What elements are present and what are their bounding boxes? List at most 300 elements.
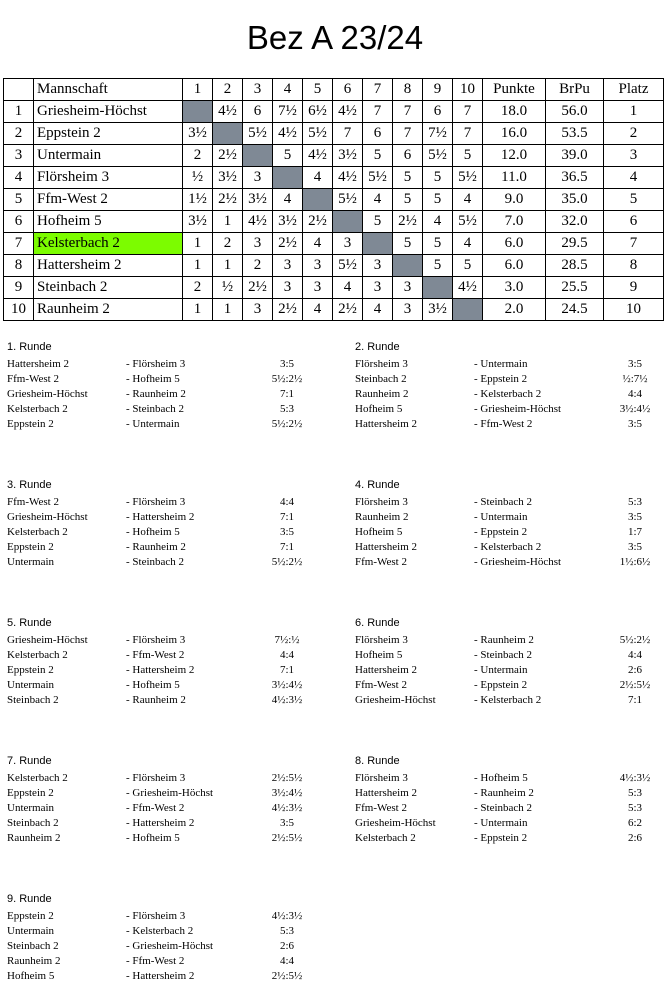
match-result: 3½:4½ <box>619 403 651 415</box>
home-team: Eppstein 2 <box>7 787 54 799</box>
board-points-cell: 28.5 <box>546 255 604 277</box>
match-result: 3:5 <box>627 418 643 430</box>
pairing-row <box>7 525 342 540</box>
points-cell: 18.0 <box>483 101 546 123</box>
home-team: Ffm-West 2 <box>355 802 407 814</box>
match-result: 3½:4½ <box>271 787 303 799</box>
result-cell: 4½ <box>333 167 363 189</box>
column-header: 9 <box>423 79 453 101</box>
result-cell: 4½ <box>213 101 243 123</box>
round-title: 7. Runde <box>7 755 52 767</box>
home-team: Hattersheim 2 <box>355 787 418 799</box>
round-title: 6. Runde <box>355 617 400 629</box>
away-team: - Untermain <box>474 511 528 523</box>
away-team: - Hofheim 5 <box>474 772 528 784</box>
result-cell: 7 <box>363 101 393 123</box>
result-cell: 4½ <box>303 145 333 167</box>
place-cell: 8 <box>604 255 664 277</box>
self-match-cell <box>183 101 213 123</box>
pairing-row <box>355 831 670 846</box>
column-header <box>4 79 34 101</box>
match-result: 5½:2½ <box>271 373 303 385</box>
home-team: Untermain <box>7 802 55 814</box>
result-cell: 2 <box>183 277 213 299</box>
round-title: 3. Runde <box>7 479 52 491</box>
round-block <box>7 892 342 984</box>
column-header: 1 <box>183 79 213 101</box>
result-cell: 1 <box>213 299 243 321</box>
result-cell: 3½ <box>273 211 303 233</box>
pairing-row <box>355 372 670 387</box>
result-cell: 4½ <box>453 277 483 299</box>
match-result: 4:4 <box>279 649 295 661</box>
result-cell: 5 <box>423 233 453 255</box>
away-team: - Untermain <box>474 664 528 676</box>
home-team: Hofheim 5 <box>355 526 403 538</box>
points-cell: 11.0 <box>483 167 546 189</box>
match-result: 3:5 <box>627 358 643 370</box>
self-match-cell <box>333 211 363 233</box>
pairing-row <box>355 495 670 510</box>
result-cell: 5½ <box>423 145 453 167</box>
home-team: Griesheim-Höchst <box>7 511 88 523</box>
page-title: Bez A 23/24 <box>246 19 424 56</box>
away-team: - Flörsheim 3 <box>126 772 186 784</box>
crosstable-header-row <box>4 79 664 101</box>
column-header: Platz <box>604 79 664 101</box>
result-cell: 3½ <box>213 167 243 189</box>
pairing-row <box>7 693 342 708</box>
match-result: 3:5 <box>279 358 295 370</box>
match-result: 7:1 <box>279 541 295 553</box>
round-title: 8. Runde <box>355 755 400 767</box>
result-cell: 7 <box>393 101 423 123</box>
pairing-row <box>355 540 670 555</box>
away-team: - Eppstein 2 <box>474 373 528 385</box>
home-team: Flörsheim 3 <box>355 496 408 508</box>
home-team: Raunheim 2 <box>355 511 409 523</box>
home-team: Kelsterbach 2 <box>355 832 416 844</box>
result-cell: 4½ <box>243 211 273 233</box>
board-points-cell: 39.0 <box>546 145 604 167</box>
result-cell: 4 <box>363 299 393 321</box>
result-cell: 5 <box>423 167 453 189</box>
pairing-row <box>7 540 342 555</box>
round-block <box>355 616 670 708</box>
match-result: 7:1 <box>627 694 643 706</box>
board-points-cell: 25.5 <box>546 277 604 299</box>
pairing-row <box>7 924 342 939</box>
match-result: 2½:5½ <box>271 772 303 784</box>
points-cell: 3.0 <box>483 277 546 299</box>
away-team: - Griesheim-Höchst <box>126 787 214 799</box>
away-team: - Untermain <box>474 358 528 370</box>
result-cell: 3½ <box>243 189 273 211</box>
result-cell: 3½ <box>333 145 363 167</box>
table-row <box>4 233 664 255</box>
points-cell: 12.0 <box>483 145 546 167</box>
home-team: Ffm-West 2 <box>355 556 407 568</box>
place-cell: 3 <box>604 145 664 167</box>
board-points-cell: 32.0 <box>546 211 604 233</box>
pairing-row <box>355 510 670 525</box>
home-team: Steinbach 2 <box>7 817 59 829</box>
result-cell: 5 <box>423 189 453 211</box>
self-match-cell <box>273 167 303 189</box>
rank-number-cell: 3 <box>4 145 34 167</box>
home-team: Raunheim 2 <box>7 832 61 844</box>
result-cell: 3½ <box>183 123 213 145</box>
round-block <box>7 754 342 846</box>
place-cell: 10 <box>604 299 664 321</box>
points-cell: 9.0 <box>483 189 546 211</box>
result-cell: 3 <box>393 277 423 299</box>
match-result: 1½:6½ <box>619 556 651 568</box>
place-cell: 5 <box>604 189 664 211</box>
result-cell: 5 <box>363 145 393 167</box>
away-team: - Hattersheim 2 <box>126 970 195 982</box>
result-cell: 3 <box>363 277 393 299</box>
result-cell: 1 <box>183 299 213 321</box>
result-cell: 5 <box>273 145 303 167</box>
place-cell: 6 <box>604 211 664 233</box>
home-team: Griesheim-Höchst <box>7 388 88 400</box>
away-team: - Untermain <box>474 817 528 829</box>
away-team: - Eppstein 2 <box>474 526 528 538</box>
table-row <box>4 255 664 277</box>
result-cell: 5 <box>453 255 483 277</box>
away-team: - Flörsheim 3 <box>126 910 186 922</box>
home-team: Kelsterbach 2 <box>7 403 68 415</box>
away-team: - Steinbach 2 <box>474 496 533 508</box>
pairing-row <box>7 801 342 816</box>
column-header: 5 <box>303 79 333 101</box>
pairing-row <box>355 633 670 648</box>
away-team: - Ffm-West 2 <box>126 649 185 661</box>
pairing-row <box>355 648 670 663</box>
round-block <box>355 754 670 846</box>
result-cell: 1½ <box>183 189 213 211</box>
away-team: - Flörsheim 3 <box>126 496 186 508</box>
result-cell: 3 <box>303 277 333 299</box>
place-cell: 1 <box>604 101 664 123</box>
result-cell: 6½ <box>303 101 333 123</box>
match-result: 3:5 <box>627 511 643 523</box>
pairing-row <box>7 969 342 984</box>
round-block <box>355 340 670 432</box>
home-team: Hattersheim 2 <box>7 358 70 370</box>
result-cell: 3 <box>393 299 423 321</box>
away-team: - Hattersheim 2 <box>126 817 195 829</box>
result-cell: 5½ <box>453 167 483 189</box>
match-result: 7½:½ <box>274 634 300 646</box>
result-cell: 4 <box>363 189 393 211</box>
result-cell: 7 <box>453 123 483 145</box>
pairing-row <box>7 939 342 954</box>
column-header: 3 <box>243 79 273 101</box>
result-cell: 2½ <box>273 233 303 255</box>
match-result: 7:1 <box>279 388 295 400</box>
away-team: - Untermain <box>126 418 180 430</box>
round-title: 1. Runde <box>7 341 52 353</box>
away-team: - Flörsheim 3 <box>126 634 186 646</box>
result-cell: 4 <box>303 167 333 189</box>
away-team: - Kelsterbach 2 <box>474 541 542 553</box>
team-name-cell: Flörsheim 3 <box>34 167 183 189</box>
result-cell: 4 <box>453 189 483 211</box>
column-header: BrPu <box>546 79 604 101</box>
away-team: - Steinbach 2 <box>474 649 533 661</box>
result-cell: 1 <box>183 233 213 255</box>
result-cell: 2 <box>243 255 273 277</box>
pairing-row <box>7 909 342 924</box>
result-cell: 7 <box>393 123 423 145</box>
round-block <box>7 340 342 432</box>
pairing-row <box>355 678 670 693</box>
rank-number-cell: 10 <box>4 299 34 321</box>
home-team: Hofheim 5 <box>7 970 55 982</box>
pairing-row <box>355 771 670 786</box>
team-name-cell: Steinbach 2 <box>34 277 183 299</box>
away-team: - Griesheim-Höchst <box>126 940 214 952</box>
result-cell: 5½ <box>303 123 333 145</box>
self-match-cell <box>213 123 243 145</box>
away-team: - Ffm-West 2 <box>126 955 185 967</box>
result-cell: 7½ <box>273 101 303 123</box>
match-result: 5½:2½ <box>271 556 303 568</box>
home-team: Hofheim 5 <box>355 649 403 661</box>
match-result: 5½:2½ <box>619 634 651 646</box>
pairing-row <box>355 387 670 402</box>
pairing-row <box>7 510 342 525</box>
pairing-row <box>7 771 342 786</box>
self-match-cell <box>393 255 423 277</box>
result-cell: 1 <box>183 255 213 277</box>
result-cell: 5½ <box>453 211 483 233</box>
result-cell: 4 <box>303 233 333 255</box>
crosstable <box>3 78 664 321</box>
result-cell: 2½ <box>213 189 243 211</box>
round-block <box>355 478 670 570</box>
away-team: - Flörsheim 3 <box>126 358 186 370</box>
table-row <box>4 189 664 211</box>
round-block <box>7 478 342 570</box>
home-team: Eppstein 2 <box>7 664 54 676</box>
result-cell: 3 <box>333 233 363 255</box>
home-team: Raunheim 2 <box>355 388 409 400</box>
rank-number-cell: 5 <box>4 189 34 211</box>
pairing-row <box>7 387 342 402</box>
points-cell: 7.0 <box>483 211 546 233</box>
result-cell: 3 <box>243 299 273 321</box>
round-title: 4. Runde <box>355 479 400 491</box>
home-team: Hattersheim 2 <box>355 664 418 676</box>
result-cell: 3 <box>363 255 393 277</box>
home-team: Eppstein 2 <box>7 418 54 430</box>
match-result: 5:3 <box>627 802 643 814</box>
round-title: 2. Runde <box>355 341 400 353</box>
match-result: 4:4 <box>279 955 295 967</box>
result-cell: 2 <box>213 233 243 255</box>
pairing-row <box>7 786 342 801</box>
match-result: 1:7 <box>627 526 643 538</box>
result-cell: 3 <box>243 167 273 189</box>
match-result: 3:5 <box>627 541 643 553</box>
pairing-row <box>7 633 342 648</box>
away-team: - Hofheim 5 <box>126 373 180 385</box>
home-team: Steinbach 2 <box>7 940 59 952</box>
pairing-row <box>7 678 342 693</box>
away-team: - Ffm-West 2 <box>474 418 533 430</box>
home-team: Steinbach 2 <box>7 694 59 706</box>
board-points-cell: 29.5 <box>546 233 604 255</box>
result-cell: 6 <box>243 101 273 123</box>
team-name-cell: Kelsterbach 2 <box>34 233 183 255</box>
home-team: Ffm-West 2 <box>355 679 407 691</box>
home-team: Hattersheim 2 <box>355 541 418 553</box>
team-name-cell: Griesheim-Höchst <box>34 101 183 123</box>
away-team: - Griesheim-Höchst <box>474 403 562 415</box>
away-team: - Kelsterbach 2 <box>474 388 542 400</box>
pairing-row <box>355 402 670 417</box>
pairing-row <box>355 693 670 708</box>
result-cell: 5½ <box>363 167 393 189</box>
column-header: 8 <box>393 79 423 101</box>
self-match-cell <box>423 277 453 299</box>
match-result: 2:6 <box>627 664 643 676</box>
match-result: 4½:3½ <box>271 802 303 814</box>
result-cell: 2½ <box>333 299 363 321</box>
team-name-cell: Eppstein 2 <box>34 123 183 145</box>
home-team: Flörsheim 3 <box>355 634 408 646</box>
result-cell: 5 <box>393 189 423 211</box>
away-team: - Eppstein 2 <box>474 679 528 691</box>
team-name-cell: Untermain <box>34 145 183 167</box>
away-team: - Steinbach 2 <box>126 403 185 415</box>
match-result: 5:3 <box>627 496 643 508</box>
home-team: Eppstein 2 <box>7 910 54 922</box>
home-team: Raunheim 2 <box>7 955 61 967</box>
result-cell: 3½ <box>183 211 213 233</box>
pairing-row <box>7 495 342 510</box>
away-team: - Hofheim 5 <box>126 679 180 691</box>
home-team: Untermain <box>7 925 55 937</box>
place-cell: 2 <box>604 123 664 145</box>
pairing-row <box>355 663 670 678</box>
table-row <box>4 101 664 123</box>
rank-number-cell: 4 <box>4 167 34 189</box>
result-cell: 3 <box>273 255 303 277</box>
result-cell: 5 <box>393 167 423 189</box>
column-header: 7 <box>363 79 393 101</box>
result-cell: 3 <box>303 255 333 277</box>
pairing-row <box>355 801 670 816</box>
result-cell: 3½ <box>423 299 453 321</box>
away-team: - Steinbach 2 <box>126 556 185 568</box>
result-cell: 4 <box>333 277 363 299</box>
pairing-row <box>7 357 342 372</box>
home-team: Untermain <box>7 679 55 691</box>
home-team: Flörsheim 3 <box>355 358 408 370</box>
column-header: Punkte <box>483 79 546 101</box>
rank-number-cell: 1 <box>4 101 34 123</box>
pairing-row <box>7 648 342 663</box>
team-name-cell: Hattersheim 2 <box>34 255 183 277</box>
match-result: 2½:5½ <box>271 832 303 844</box>
pairing-row <box>355 816 670 831</box>
match-result: 4½:3½ <box>271 910 303 922</box>
away-team: - Griesheim-Höchst <box>474 556 562 568</box>
result-cell: 6 <box>363 123 393 145</box>
match-result: 7:1 <box>279 511 295 523</box>
result-cell: ½ <box>183 167 213 189</box>
board-points-cell: 24.5 <box>546 299 604 321</box>
home-team: Kelsterbach 2 <box>7 772 68 784</box>
table-row <box>4 211 664 233</box>
pairing-row <box>355 357 670 372</box>
result-cell: 5 <box>363 211 393 233</box>
home-team: Griesheim-Höchst <box>355 817 436 829</box>
column-header-mannschaft: Mannschaft <box>34 79 183 101</box>
result-cell: 2 <box>183 145 213 167</box>
self-match-cell <box>303 189 333 211</box>
column-header: 6 <box>333 79 363 101</box>
home-team: Griesheim-Höchst <box>355 694 436 706</box>
points-cell: 16.0 <box>483 123 546 145</box>
away-team: - Hofheim 5 <box>126 526 180 538</box>
match-result: 5½:2½ <box>271 418 303 430</box>
result-cell: 4 <box>303 299 333 321</box>
round-title: 9. Runde <box>7 893 52 905</box>
home-team: Kelsterbach 2 <box>7 526 68 538</box>
table-row <box>4 299 664 321</box>
pairing-row <box>355 786 670 801</box>
away-team: - Raunheim 2 <box>474 634 534 646</box>
pairing-row <box>7 417 342 432</box>
pairing-row <box>355 525 670 540</box>
match-result: 5:3 <box>279 403 295 415</box>
pairing-row <box>7 402 342 417</box>
match-result: 5:3 <box>627 787 643 799</box>
away-team: - Ffm-West 2 <box>126 802 185 814</box>
pairing-row <box>7 831 342 846</box>
result-cell: 5 <box>423 255 453 277</box>
away-team: - Raunheim 2 <box>126 541 186 553</box>
result-cell: 5½ <box>333 255 363 277</box>
round-title: 5. Runde <box>7 617 52 629</box>
result-cell: 5 <box>393 233 423 255</box>
pairing-row <box>355 417 670 432</box>
place-cell: 9 <box>604 277 664 299</box>
home-team: Flörsheim 3 <box>355 772 408 784</box>
team-name-cell: Raunheim 2 <box>34 299 183 321</box>
away-team: - Hofheim 5 <box>126 832 180 844</box>
match-result: 2:6 <box>627 832 643 844</box>
table-row <box>4 277 664 299</box>
match-result: 2½:5½ <box>271 970 303 982</box>
table-row <box>4 145 664 167</box>
result-cell: 2½ <box>303 211 333 233</box>
result-cell: 5½ <box>333 189 363 211</box>
result-cell: 5 <box>453 145 483 167</box>
result-cell: 6 <box>393 145 423 167</box>
points-cell: 6.0 <box>483 233 546 255</box>
match-result: 7:1 <box>279 664 295 676</box>
pairing-row <box>7 954 342 969</box>
home-team: Hofheim 5 <box>355 403 403 415</box>
result-cell: 1 <box>213 255 243 277</box>
home-team: Hattersheim 2 <box>355 418 418 430</box>
